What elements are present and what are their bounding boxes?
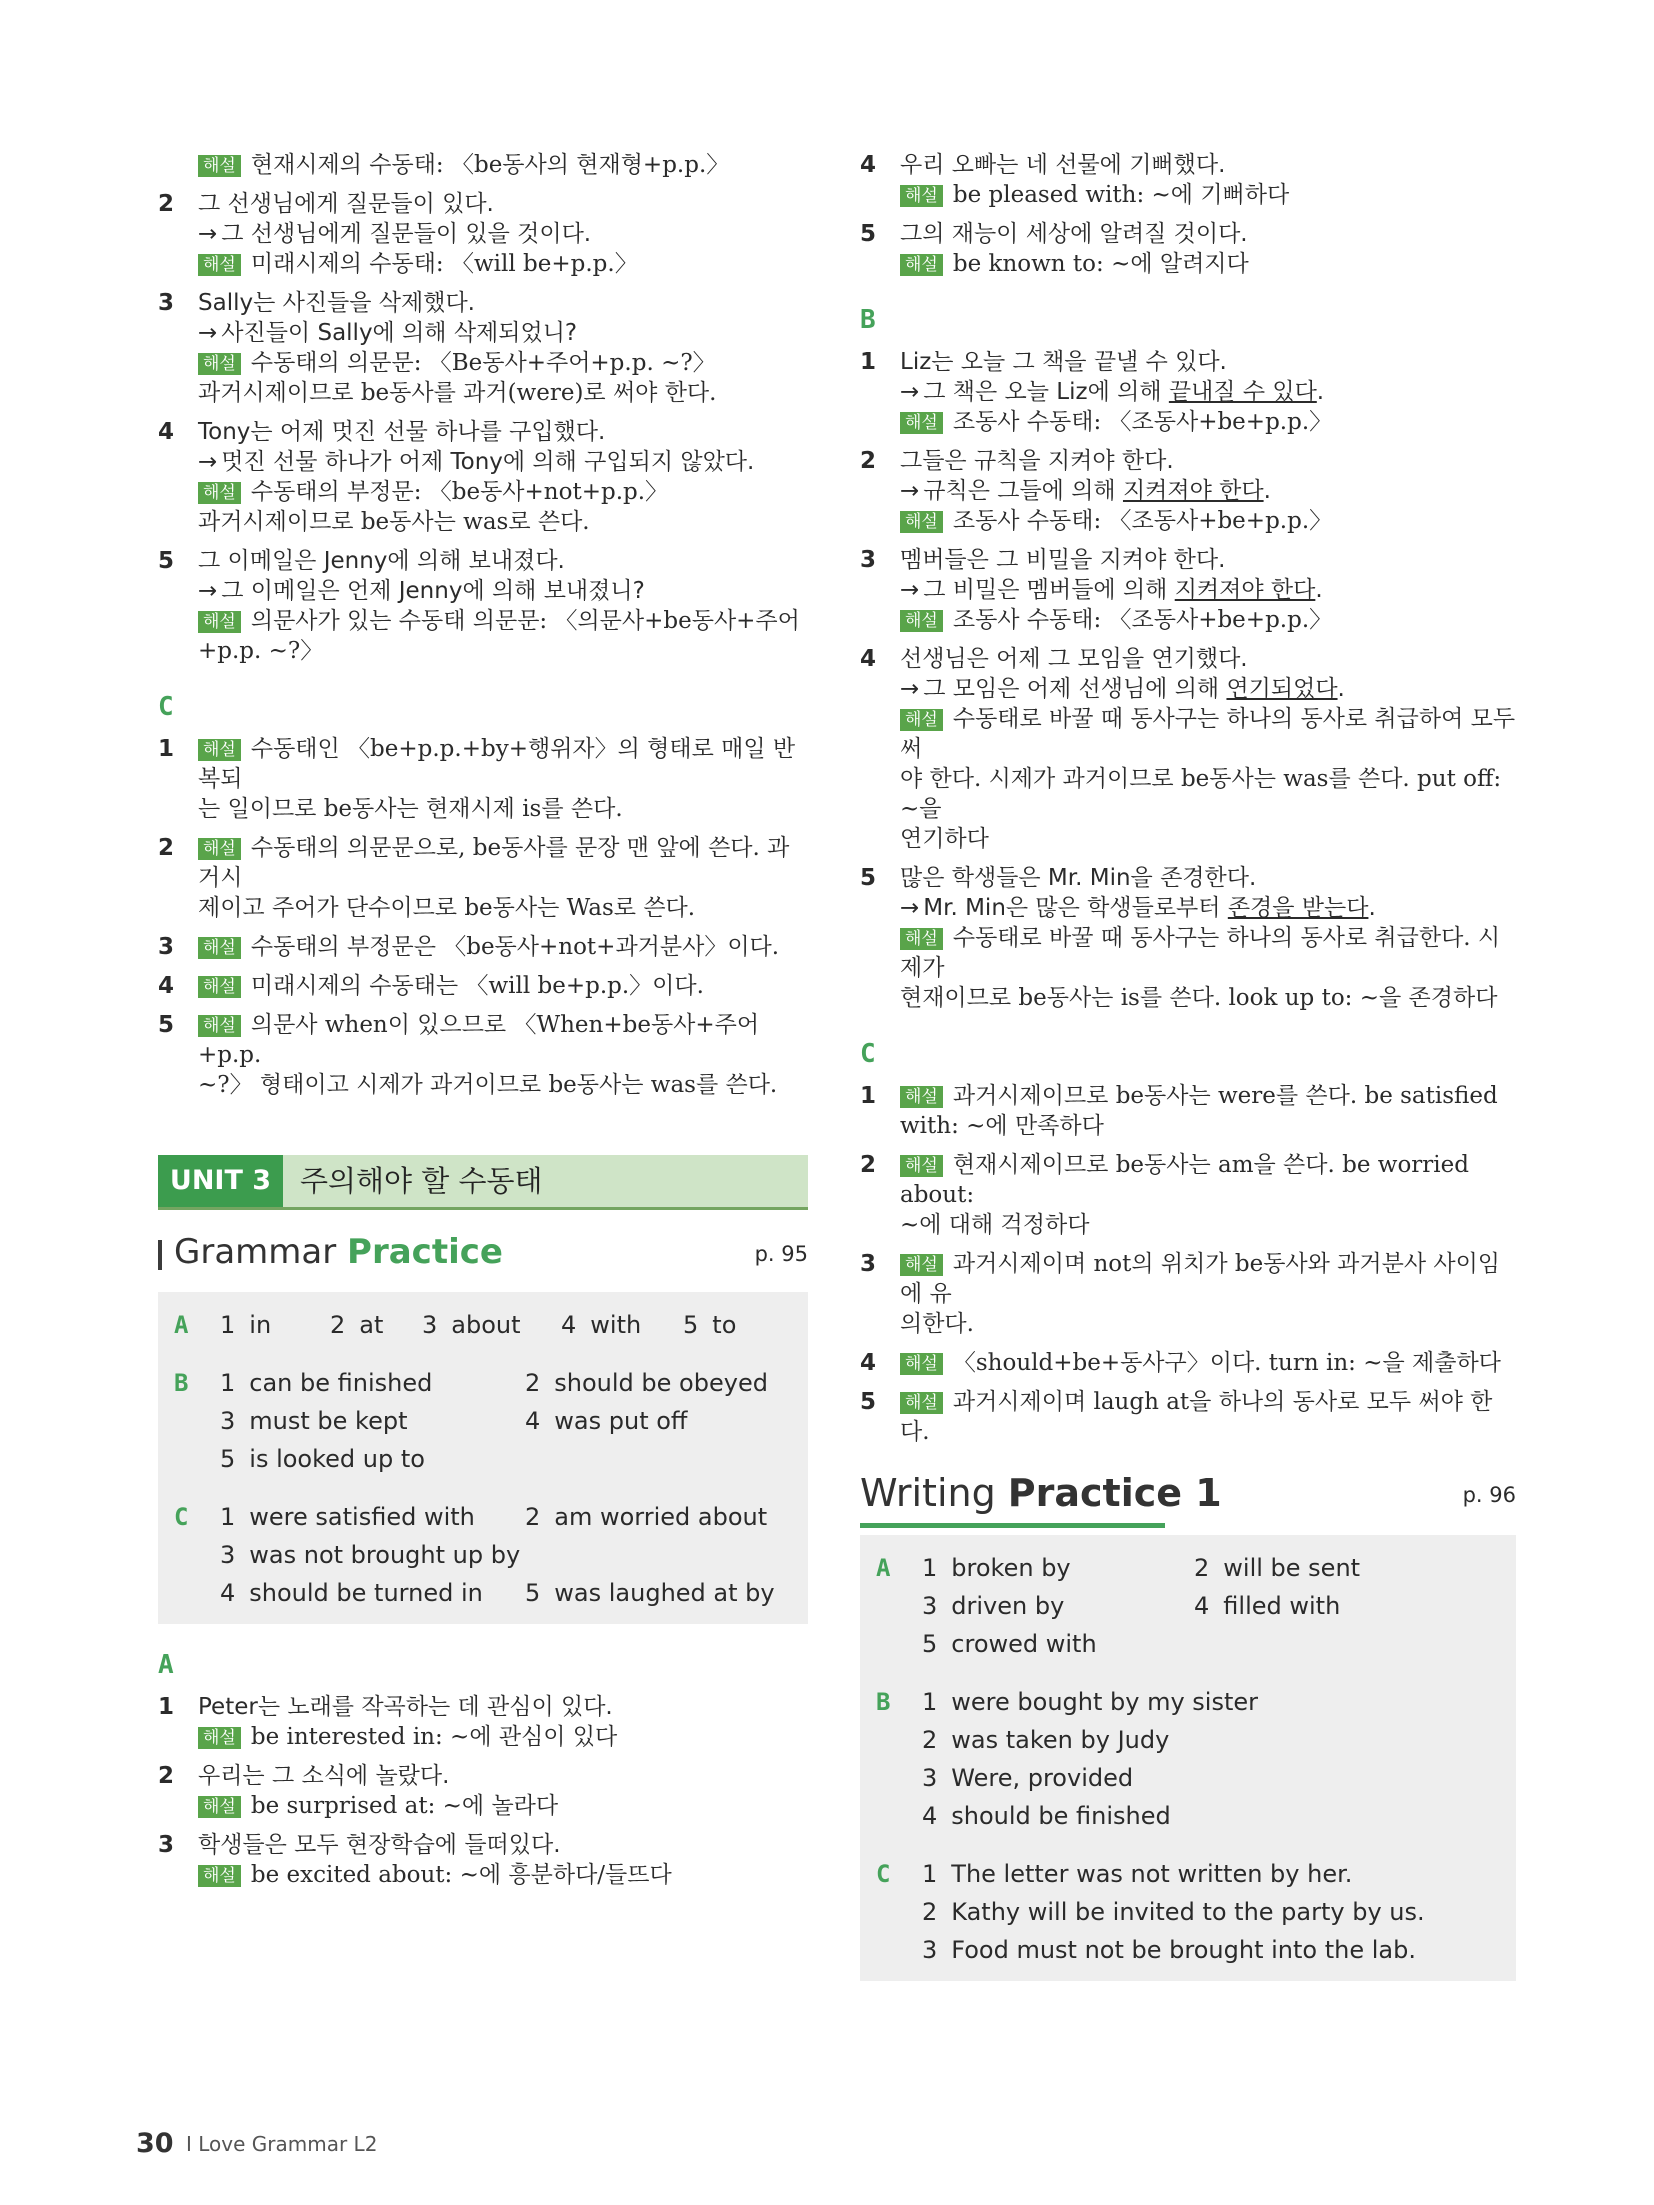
section-letter-c: C (158, 692, 174, 722)
writing-practice-header (860, 1471, 1516, 1527)
explanation-item: 3 해설 수동태의 부정문은 〈be동사+not+과거분사〉이다. (158, 934, 780, 960)
arrow-icon: → (198, 320, 218, 346)
korean-sentence: Peter는 노래를 작곡하는 데 관심이 있다. (198, 1694, 613, 1720)
exercise-item: 1 Liz는 오늘 그 책을 끝낼 수 있다. → 그 책은 오늘 Liz에 의해 끝내질 수 있다. 해설 조동사 수동태: 〈조동사+be+p.p.〉 (860, 347, 1516, 437)
arrow-icon: → (900, 577, 920, 603)
korean-sentence: Tony는 어제 멋진 선물 하나를 구입했다. (198, 419, 606, 445)
explanation-tag: 해설 (900, 511, 943, 533)
korean-sentence: 학생들은 모두 현장학습에 들떠있다. (198, 1832, 561, 1858)
title-underline (860, 1523, 1165, 1528)
answer-row-a: A 1 broken by 2 will be sent (876, 1554, 1361, 1582)
explanation-tag: 해설 (198, 976, 241, 998)
exercise-item: 5 그의 재능이 세상에 알려질 것이다. 해설 be known to: ~에 알려지다 (860, 219, 1516, 279)
section-letter-a: A (158, 1650, 174, 1680)
exercise-item: 4 Tony는 어제 멋진 선물 하나를 구입했다. → 멋진 선물 하나가 어제 Tony에 의해 구입되지 않았다. 해설 수동태의 부정문: 〈be동사+not+p.p.〉 과거시제이므로 be동사는 was로 쓴다. (158, 417, 808, 537)
explanation-tag: 해설 (900, 928, 943, 950)
exercise-item: 5 그 이메일은 Jenny에 의해 보내졌다. → 그 이메일은 언제 Jenny에 의해 보내졌니? 해설 의문사가 있는 수동태 의문문: 〈의문사+be동사+주어 +p.p. ~?〉 (158, 546, 808, 666)
explanation-item: 5 해설 의문사 when이 있으므로 〈When+be동사+주어+p.p. ~?〉 형태이고 시제가 과거이므로 be동사는 was를 쓴다. (158, 1012, 778, 1098)
explanation-tag: 해설 (198, 254, 241, 276)
exercise-item: 3 Sally는 사진들을 삭제했다. → 사진들이 Sally에 의해 삭제되었니? 해설 수동태의 의문문: 〈Be동사+주어+p.p. ~?〉 과거시제이므로 be동사를 과거(were)로 써야 한다. (158, 288, 808, 408)
transformed-sentence: 그 이메일은 언제 Jenny에 의해 보내졌니? (221, 578, 645, 604)
transformed-sentence: 사진들이 Sally에 의해 삭제되었니? (221, 320, 578, 346)
korean-sentence: 멤버들은 그 비밀을 지켜야 한다. (900, 547, 1226, 573)
answer-row-b: B 1 can be finished 2 should be obeyed (174, 1369, 768, 1397)
korean-sentence: 많은 학생들은 Mr. Min을 존경한다. (900, 865, 1257, 891)
explanation-tag: 해설 (198, 353, 241, 375)
explanation-tag: 해설 (900, 1254, 943, 1276)
unit-banner (158, 1155, 808, 1210)
arrow-icon: → (198, 578, 218, 604)
writing-practice-title: Writing Practice 1 (860, 1471, 1222, 1515)
explanation-tag: 해설 (198, 739, 241, 761)
grammar-practice-title: Grammar Practice (174, 1232, 503, 1272)
unit-title: 주의해야 할 수동태 (300, 1164, 543, 1198)
book-title: I Love Grammar L2 (186, 2132, 378, 2156)
exercise-item: 3 학생들은 모두 현장학습에 들떠있다. 해설 be excited about: ~에 흥분하다/들뜨다 (158, 1830, 808, 1890)
explanation-line: 해설 현재시제의 수동태: 〈be동사의 현재형+p.p.〉 (158, 150, 808, 180)
korean-sentence: 우리 오빠는 네 선물에 기뻐했다. (900, 152, 1226, 178)
explanation-tag: 해설 (900, 1155, 943, 1177)
explanation-tag: 해설 (198, 482, 241, 504)
exercise-item: 4 선생님은 어제 그 모임을 연기했다. → 그 모임은 어제 선생님에 의해 연기되었다. 해설 수동태로 바꿀 때 동사구는 하나의 동사로 취급하여 모두 써 야 한다. 시제가 과거이므로 be동사는 was를 쓴다. put off: ~을 연기하다 (860, 646, 1516, 852)
explanation-tag: 해설 (198, 1865, 241, 1887)
arrow-icon: → (900, 676, 920, 702)
exercise-item: 2 그 선생님에게 질문들이 있다. → 그 선생님에게 질문들이 있을 것이다. 해설 미래시제의 수동태: 〈will be+p.p.〉 (158, 189, 808, 279)
explanation-tag: 해설 (900, 709, 943, 731)
explanation-tag: 해설 (900, 254, 943, 276)
explanation-tag: 해설 (900, 610, 943, 632)
section-letter-c: C (860, 1039, 876, 1069)
exercise-item: 3 멤버들은 그 비밀을 지켜야 한다. → 그 비밀은 멤버들에 의해 지켜져야 한다. 해설 조동사 수동태: 〈조동사+be+p.p.〉 (860, 545, 1516, 635)
explanation-tag: 해설 (900, 185, 943, 207)
arrow-icon: → (900, 895, 920, 921)
explanation-item: 2 해설 수동태의 의문문으로, be동사를 문장 맨 앞에 쓴다. 과거시 제이고 주어가 단수이므로 be동사는 Was로 쓴다. (158, 835, 790, 921)
explanation-tag: 해설 (198, 838, 241, 860)
korean-sentence: 선생님은 어제 그 모임을 연기했다. (900, 646, 1248, 672)
answer-row-c: C 1 The letter was not written by her. (876, 1860, 1353, 1888)
arrow-icon: → (198, 449, 218, 475)
explanation-item: 1 해설 수동태인 〈be+p.p.+by+행위자〉의 형태로 매일 반복되 는 일이므로 be동사는 현재시제 is를 쓴다. (158, 736, 796, 822)
answer-row-c: C 1 were satisfied with 2 am worried about (174, 1503, 768, 1531)
korean-sentence: 그 선생님에게 질문들이 있다. (198, 191, 494, 217)
left-column (158, 150, 808, 1899)
writing-practice-answers: A 1 broken by 2 will be sent 3 driven by 4 filled with 5 crowed with B 1 were bought by my sister 2 was taken by Judy 3 Were, provided 4 should be finished C 1 The letter was not written by her. 2 Kathy will be invited to the party by us. 3 Food must not be brought into the lab. (860, 1535, 1516, 1981)
explanation-item: 1 해설 과거시제이므로 be동사는 were를 쓴다. be satisfied with: ~에 만족하다 (860, 1083, 1498, 1139)
answer-row-a: A 1 in 2 at 3 about 4 with 5 to (174, 1311, 737, 1339)
arrow-icon: → (900, 478, 920, 504)
header-accent-bar (158, 1240, 162, 1270)
grammar-practice-header (158, 1232, 808, 1278)
exercise-item: 2 그들은 규칙을 지켜야 한다. → 규칙은 그들에 의해 지켜져야 한다. 해설 조동사 수동태: 〈조동사+be+p.p.〉 (860, 446, 1516, 536)
exercise-item: 2 우리는 그 소식에 놀랐다. 해설 be surprised at: ~에 놀라다 (158, 1761, 808, 1821)
explanation-item: 5 해설 과거시제이며 laugh at을 하나의 동사로 모두 써야 한다. (860, 1389, 1493, 1445)
korean-sentence: 우리는 그 소식에 놀랐다. (198, 1763, 450, 1789)
arrow-icon: → (900, 379, 920, 405)
korean-sentence: 그들은 규칙을 지켜야 한다. (900, 448, 1174, 474)
korean-sentence: Sally는 사진들을 삭제했다. (198, 290, 475, 316)
explanation-tag: 해설 (198, 1727, 241, 1749)
explanation-tag: 해설 (900, 1392, 943, 1414)
explanation-item: 4 해설 〈should+be+동사구〉이다. turn in: ~을 제출하다 (860, 1350, 1501, 1376)
explanation-tag: 해설 (198, 155, 241, 177)
korean-sentence: 그의 재능이 세상에 알려질 것이다. (900, 221, 1248, 247)
korean-sentence: Liz는 오늘 그 책을 끝낼 수 있다. (900, 349, 1227, 375)
exercise-item: 4 우리 오빠는 네 선물에 기뻐했다. 해설 be pleased with: ~에 기뻐하다 (860, 150, 1516, 210)
page-reference: p. 95 (754, 1242, 808, 1266)
transformed-sentence: 그 선생님에게 질문들이 있을 것이다. (221, 221, 592, 247)
explanation-tag: 해설 (198, 611, 241, 633)
explanation-tag: 해설 (198, 937, 241, 959)
explanation-tag: 해설 (198, 1796, 241, 1818)
grammar-practice-answers: A 1 in 2 at 3 about 4 with 5 to B 1 can be finished 2 should be obeyed 3 must be kept 4 was put off 5 is looked up to C 1 were satisfied with 2 am worried about 3 was not brought up by 4 should be turned in 5 was laughed at by (158, 1292, 808, 1624)
exercise-item: 1 Peter는 노래를 작곡하는 데 관심이 있다. 해설 be interested in: ~에 관심이 있다 (158, 1692, 808, 1752)
arrow-icon: → (198, 221, 218, 247)
explanation-item: 3 해설 과거시제이며 not의 위치가 be동사와 과거분사 사이임에 유 의한다. (860, 1251, 1501, 1337)
unit-label: UNIT 3 (158, 1155, 283, 1207)
transformed-sentence: 멋진 선물 하나가 어제 Tony에 의해 구입되지 않았다. (221, 449, 755, 475)
explanation-item: 4 해설 미래시제의 수동태는 〈will be+p.p.〉이다. (158, 973, 704, 999)
right-column (860, 150, 1516, 1981)
page-reference: p. 96 (1462, 1483, 1516, 1507)
answer-row-b: B 1 were bought by my sister (876, 1688, 1259, 1716)
explanation-item: 2 해설 현재시제이므로 be동사는 am을 쓴다. be worried about: ~에 대해 걱정하다 (860, 1152, 1469, 1238)
exercise-item: 5 많은 학생들은 Mr. Min을 존경한다. → Mr. Min은 많은 학생들로부터 존경을 받는다. 해설 수동태로 바꿀 때 동사구는 하나의 동사로 취급한다. 시제가 현재이므로 be동사는 is를 쓴다. look up to: ~을 존경하다 (860, 863, 1516, 1013)
korean-sentence: 그 이메일은 Jenny에 의해 보내졌다. (198, 548, 565, 574)
section-letter-b: B (860, 305, 876, 335)
explanation-tag: 해설 (900, 1086, 943, 1108)
explanation-tag: 해설 (900, 1353, 943, 1375)
explanation-tag: 해설 (900, 412, 943, 434)
explanation-tag: 해설 (198, 1015, 241, 1037)
page-number: 30 (136, 2128, 174, 2159)
